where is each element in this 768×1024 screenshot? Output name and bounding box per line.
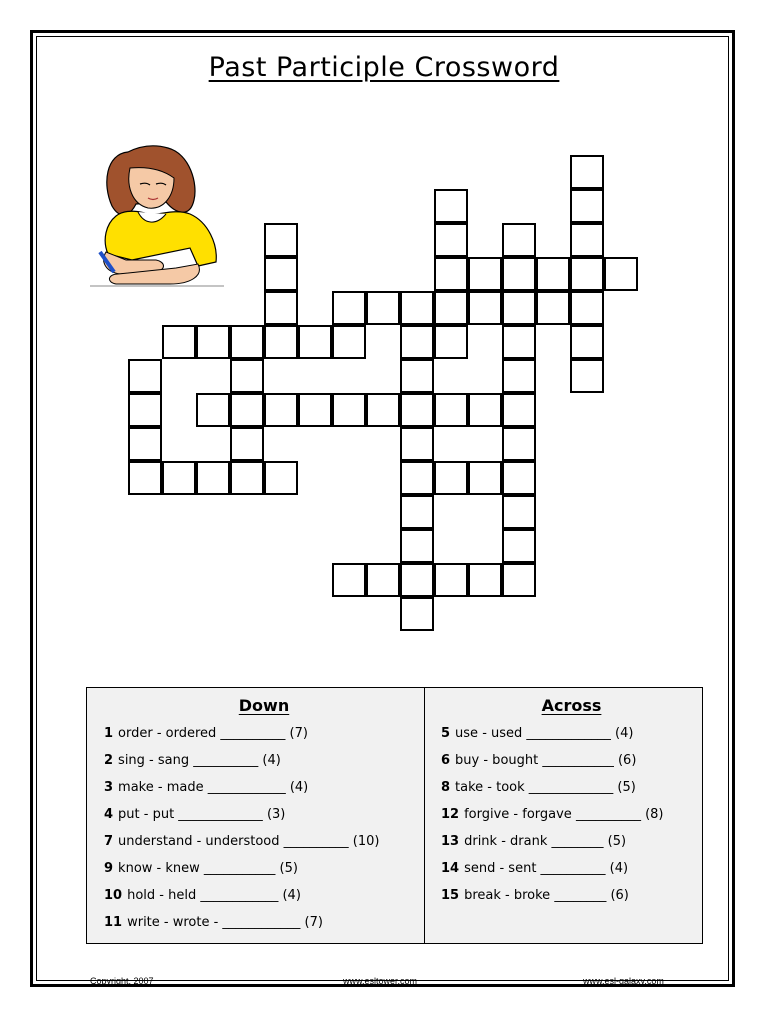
down-clue-4: 4 put - put _____________ (3) [104, 807, 286, 822]
crossword-cell[interactable] [502, 359, 536, 393]
across-clues-column [425, 688, 702, 943]
footer-copyright: Copyright, 2007 [90, 976, 154, 986]
clues-box [86, 687, 703, 944]
crossword-cell[interactable] [434, 223, 468, 257]
crossword-cell[interactable] [230, 393, 264, 427]
crossword-cell[interactable] [468, 257, 502, 291]
crossword-cell[interactable] [128, 461, 162, 495]
crossword-cell[interactable] [536, 291, 570, 325]
across-clue-list [441, 725, 702, 914]
crossword-cell[interactable] [298, 393, 332, 427]
crossword-cell[interactable] [128, 427, 162, 461]
across-clue-15: 15 break - broke ________ (6) [441, 888, 629, 903]
crossword-cell[interactable] [434, 291, 468, 325]
crossword-cell[interactable] [570, 223, 604, 257]
crossword-cell[interactable] [502, 393, 536, 427]
crossword-cell[interactable] [434, 325, 468, 359]
footer-site-esltower: www.esltower.com [343, 976, 418, 986]
crossword-cell[interactable] [570, 189, 604, 223]
crossword-cell[interactable] [570, 325, 604, 359]
crossword-cell[interactable] [400, 563, 434, 597]
across-clue-12: 12 forgive - forgave __________ (8) [441, 807, 664, 822]
crossword-cell[interactable] [400, 529, 434, 563]
crossword-cell[interactable] [196, 393, 230, 427]
down-heading: Down [238, 696, 290, 715]
crossword-cell[interactable] [604, 257, 638, 291]
crossword-cell[interactable] [468, 291, 502, 325]
crossword-cell[interactable] [366, 563, 400, 597]
across-clue-6: 6 buy - bought ___________ (6) [441, 753, 637, 768]
crossword-cell[interactable] [196, 461, 230, 495]
crossword-cell[interactable] [332, 291, 366, 325]
crossword-cell[interactable] [264, 461, 298, 495]
crossword-cell[interactable] [502, 563, 536, 597]
crossword-cell[interactable] [570, 359, 604, 393]
across-clue-5: 5 use - used _____________ (4) [441, 726, 634, 741]
crossword-cell[interactable] [366, 393, 400, 427]
across-clue-8: 8 take - took _____________ (5) [441, 780, 636, 795]
crossword-cell[interactable] [434, 461, 468, 495]
down-clues-column [87, 688, 425, 943]
crossword-cell[interactable] [502, 325, 536, 359]
crossword-cell[interactable] [128, 359, 162, 393]
crossword-cell[interactable] [570, 155, 604, 189]
crossword-cell[interactable] [230, 325, 264, 359]
crossword-cell[interactable] [400, 291, 434, 325]
crossword-cell[interactable] [400, 359, 434, 393]
crossword-cell[interactable] [502, 495, 536, 529]
crossword-cell[interactable] [400, 597, 434, 631]
crossword-cell[interactable] [230, 359, 264, 393]
crossword-cell[interactable] [332, 325, 366, 359]
crossword-cell[interactable] [366, 291, 400, 325]
crossword-cell[interactable] [570, 291, 604, 325]
crossword-cell[interactable] [230, 461, 264, 495]
crossword-cell[interactable] [434, 189, 468, 223]
across-heading: Across [541, 696, 602, 715]
crossword-cell[interactable] [468, 461, 502, 495]
down-clue-10: 10 hold - held ____________ (4) [104, 888, 301, 903]
crossword-cell[interactable] [434, 563, 468, 597]
crossword-cell[interactable] [196, 325, 230, 359]
crossword-cell[interactable] [264, 223, 298, 257]
down-clue-1: 1 order - ordered __________ (7) [104, 726, 308, 741]
crossword-cell[interactable] [536, 257, 570, 291]
crossword-cell[interactable] [570, 257, 604, 291]
crossword-cell[interactable] [502, 291, 536, 325]
down-clue-list [104, 725, 424, 941]
crossword-cell[interactable] [400, 427, 434, 461]
crossword-cell[interactable] [400, 325, 434, 359]
page-title: Past Participle Crossword [208, 52, 560, 83]
crossword-cell[interactable] [162, 461, 196, 495]
crossword-cell[interactable] [162, 325, 196, 359]
crossword-cell[interactable] [264, 257, 298, 291]
crossword-cell[interactable] [332, 393, 366, 427]
down-clue-7: 7 understand - understood __________ (10) [104, 834, 380, 849]
crossword-cell[interactable] [502, 461, 536, 495]
crossword-cell[interactable] [400, 393, 434, 427]
crossword-cell[interactable] [468, 563, 502, 597]
crossword-cell[interactable] [502, 257, 536, 291]
crossword-cell[interactable] [434, 257, 468, 291]
crossword-cell[interactable] [502, 223, 536, 257]
down-clue-11: 11 write - wrote - ____________ (7) [104, 915, 323, 930]
down-clue-9: 9 know - knew ___________ (5) [104, 861, 298, 876]
crossword-cell[interactable] [298, 325, 332, 359]
crossword-cell[interactable] [400, 495, 434, 529]
crossword-cell[interactable] [502, 427, 536, 461]
crossword-cell[interactable] [502, 529, 536, 563]
crossword-cell[interactable] [468, 393, 502, 427]
crossword-cell[interactable] [264, 325, 298, 359]
footer-site-eslgalaxy: www.esl-galaxy.com [583, 976, 664, 986]
crossword-cell[interactable] [128, 393, 162, 427]
across-clue-13: 13 drink - drank ________ (5) [441, 834, 627, 849]
down-clue-2: 2 sing - sang __________ (4) [104, 753, 281, 768]
crossword-cell[interactable] [434, 393, 468, 427]
crossword-cell[interactable] [264, 393, 298, 427]
crossword-cell[interactable] [264, 291, 298, 325]
crossword-cell[interactable] [230, 427, 264, 461]
down-clue-3: 3 make - made ____________ (4) [104, 780, 309, 795]
crossword-cell[interactable] [400, 461, 434, 495]
across-clue-14: 14 send - sent __________ (4) [441, 861, 629, 876]
crossword-cell[interactable] [332, 563, 366, 597]
girl-writing-icon [86, 144, 226, 294]
